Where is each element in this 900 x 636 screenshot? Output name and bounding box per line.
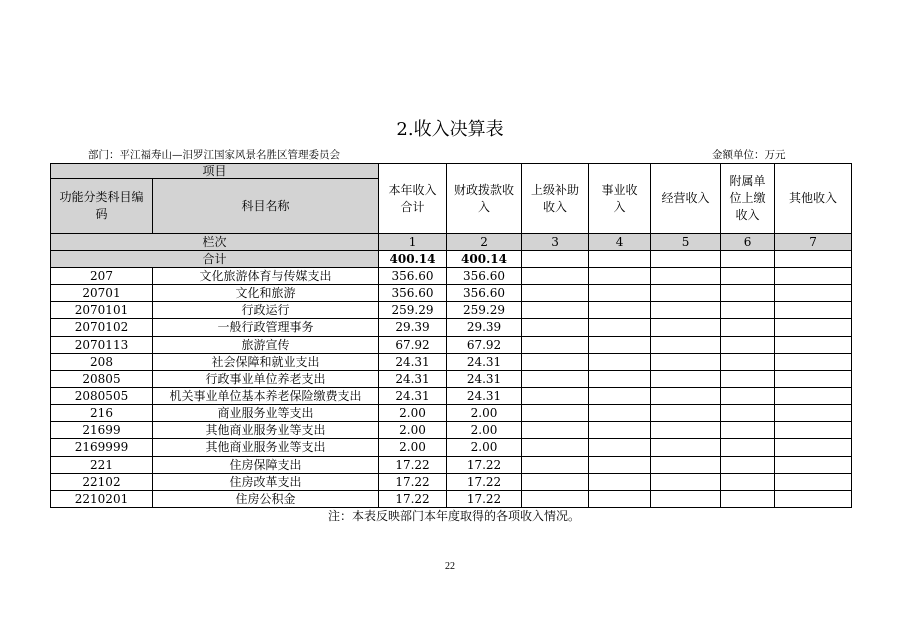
empty-cell bbox=[721, 422, 775, 439]
empty-cell bbox=[775, 456, 852, 473]
document-title: 2.收入决算表 bbox=[396, 119, 504, 140]
empty-cell bbox=[775, 285, 852, 302]
empty-cell bbox=[651, 251, 721, 268]
empty-cell bbox=[522, 439, 589, 456]
row-fiscal-appropriation: 24.31 bbox=[447, 353, 522, 370]
empty-cell bbox=[522, 405, 589, 422]
empty-cell bbox=[775, 387, 852, 404]
header-superior-subsidy bbox=[522, 164, 589, 234]
empty-cell bbox=[775, 319, 852, 336]
empty-cell bbox=[775, 353, 852, 370]
column-index-cell: 5 bbox=[651, 234, 721, 251]
row-name: 行政运行 bbox=[153, 302, 379, 319]
table-row bbox=[51, 490, 852, 507]
empty-cell bbox=[589, 268, 651, 285]
row-name: 文化旅游体育与传媒支出 bbox=[153, 268, 379, 285]
header-fiscal-appropriation bbox=[447, 164, 522, 234]
empty-cell bbox=[651, 302, 721, 319]
row-total-income: 259.29 bbox=[379, 302, 447, 319]
header-business-income-label: 事业收入 bbox=[601, 182, 638, 214]
row-name: 一般行政管理事务 bbox=[153, 319, 379, 336]
header-business-income bbox=[589, 164, 651, 234]
table-row bbox=[51, 353, 852, 370]
empty-cell bbox=[721, 336, 775, 353]
empty-cell bbox=[522, 473, 589, 490]
table-row bbox=[51, 336, 852, 353]
empty-cell bbox=[721, 319, 775, 336]
table-note: 注：本表反映部门本年度取得的各项收入情况。 bbox=[328, 509, 581, 523]
empty-cell bbox=[522, 370, 589, 387]
empty-cell bbox=[775, 302, 852, 319]
table-row bbox=[51, 405, 852, 422]
column-index-cell: 7 bbox=[775, 234, 852, 251]
row-total-income: 2.00 bbox=[379, 422, 447, 439]
empty-cell bbox=[721, 370, 775, 387]
header-fiscal-appropriation-label: 财政拨款收入 bbox=[454, 182, 515, 214]
row-fiscal-appropriation: 24.31 bbox=[447, 387, 522, 404]
row-name: 住房改革支出 bbox=[153, 473, 379, 490]
empty-cell bbox=[589, 473, 651, 490]
row-total-income: 17.22 bbox=[379, 490, 447, 507]
row-name: 其他商业服务业等支出 bbox=[153, 422, 379, 439]
header-row bbox=[51, 164, 852, 179]
row-fiscal-appropriation: 17.22 bbox=[447, 473, 522, 490]
header-affiliated-unit-income bbox=[721, 164, 775, 234]
row-total-income: 24.31 bbox=[379, 387, 447, 404]
empty-cell bbox=[589, 370, 651, 387]
empty-cell bbox=[775, 251, 852, 268]
empty-cell bbox=[721, 268, 775, 285]
table-row bbox=[51, 456, 852, 473]
empty-cell bbox=[522, 302, 589, 319]
row-code: 2070113 bbox=[51, 336, 153, 353]
empty-cell bbox=[589, 285, 651, 302]
row-code: 20701 bbox=[51, 285, 153, 302]
row-code: 2210201 bbox=[51, 490, 153, 507]
empty-cell bbox=[721, 490, 775, 507]
header-total-income bbox=[379, 164, 447, 234]
empty-cell bbox=[775, 422, 852, 439]
header-affiliated-unit-income-label: 附属单位上缴收入 bbox=[729, 174, 766, 222]
page-number: 22 bbox=[445, 561, 455, 572]
empty-cell bbox=[522, 268, 589, 285]
empty-cell bbox=[589, 422, 651, 439]
empty-cell bbox=[775, 473, 852, 490]
table-row bbox=[51, 302, 852, 319]
empty-cell bbox=[775, 439, 852, 456]
empty-cell bbox=[522, 319, 589, 336]
empty-cell bbox=[651, 473, 721, 490]
amount-unit-label: 金额单位：万元 bbox=[712, 149, 786, 161]
empty-cell bbox=[589, 251, 651, 268]
table-row bbox=[51, 370, 852, 387]
empty-cell bbox=[522, 285, 589, 302]
total-label: 合计 bbox=[51, 251, 379, 268]
empty-cell bbox=[721, 251, 775, 268]
row-name: 旅游宣传 bbox=[153, 336, 379, 353]
row-code: 21699 bbox=[51, 422, 153, 439]
row-name: 文化和旅游 bbox=[153, 285, 379, 302]
row-code: 22102 bbox=[51, 473, 153, 490]
empty-cell bbox=[651, 268, 721, 285]
row-name: 其他商业服务业等支出 bbox=[153, 439, 379, 456]
empty-cell bbox=[522, 456, 589, 473]
total-income-value: 400.14 bbox=[379, 251, 447, 268]
empty-cell bbox=[589, 387, 651, 404]
column-index-cell: 3 bbox=[522, 234, 589, 251]
empty-cell bbox=[775, 405, 852, 422]
row-total-income: 356.60 bbox=[379, 268, 447, 285]
empty-cell bbox=[651, 456, 721, 473]
empty-cell bbox=[651, 370, 721, 387]
empty-cell bbox=[651, 285, 721, 302]
row-code: 2070102 bbox=[51, 319, 153, 336]
row-total-income: 17.22 bbox=[379, 473, 447, 490]
empty-cell bbox=[651, 387, 721, 404]
empty-cell bbox=[775, 268, 852, 285]
empty-cell bbox=[721, 439, 775, 456]
row-total-income: 17.22 bbox=[379, 456, 447, 473]
row-total-income: 24.31 bbox=[379, 353, 447, 370]
total-row bbox=[51, 251, 852, 268]
empty-cell bbox=[522, 336, 589, 353]
row-total-income: 2.00 bbox=[379, 405, 447, 422]
empty-cell bbox=[721, 456, 775, 473]
row-total-income: 356.60 bbox=[379, 285, 447, 302]
empty-cell bbox=[522, 490, 589, 507]
row-name: 住房公积金 bbox=[153, 490, 379, 507]
empty-cell bbox=[651, 422, 721, 439]
empty-cell bbox=[651, 336, 721, 353]
row-name: 住房保障支出 bbox=[153, 456, 379, 473]
header-operating-income-label: 经营收入 bbox=[661, 191, 710, 205]
row-fiscal-appropriation: 356.60 bbox=[447, 268, 522, 285]
empty-cell bbox=[651, 353, 721, 370]
empty-cell bbox=[589, 490, 651, 507]
header-code-label: 功能分类科目编码 bbox=[59, 190, 144, 221]
table-row bbox=[51, 422, 852, 439]
row-code: 221 bbox=[51, 456, 153, 473]
row-fiscal-appropriation: 29.39 bbox=[447, 319, 522, 336]
column-index-cell: 2 bbox=[447, 234, 522, 251]
table-row bbox=[51, 319, 852, 336]
empty-cell bbox=[522, 387, 589, 404]
row-name: 社会保障和就业支出 bbox=[153, 353, 379, 370]
row-fiscal-appropriation: 17.22 bbox=[447, 456, 522, 473]
row-name: 商业服务业等支出 bbox=[153, 405, 379, 422]
row-code: 2080505 bbox=[51, 387, 153, 404]
row-code: 207 bbox=[51, 268, 153, 285]
column-index-cell: 1 bbox=[379, 234, 447, 251]
row-fiscal-appropriation: 356.60 bbox=[447, 285, 522, 302]
row-name: 行政事业单位养老支出 bbox=[153, 370, 379, 387]
table-row bbox=[51, 387, 852, 404]
empty-cell bbox=[522, 422, 589, 439]
empty-cell bbox=[775, 370, 852, 387]
empty-cell bbox=[589, 302, 651, 319]
empty-cell bbox=[589, 405, 651, 422]
header-superior-subsidy-label: 上级补助收入 bbox=[531, 182, 580, 214]
column-index-cell: 6 bbox=[721, 234, 775, 251]
empty-cell bbox=[651, 319, 721, 336]
department-label: 部门：平江福寿山—汨罗江国家风景名胜区管理委员会 bbox=[88, 149, 340, 161]
column-index-cell: 4 bbox=[589, 234, 651, 251]
row-total-income: 24.31 bbox=[379, 370, 447, 387]
row-code: 2070101 bbox=[51, 302, 153, 319]
header-code-cell bbox=[51, 179, 153, 234]
empty-cell bbox=[589, 456, 651, 473]
row-total-income: 2.00 bbox=[379, 439, 447, 456]
table-row bbox=[51, 473, 852, 490]
header-project-cell: 项目 bbox=[51, 164, 379, 179]
row-total-income: 67.92 bbox=[379, 336, 447, 353]
header-other-income-label: 其他收入 bbox=[789, 191, 838, 205]
empty-cell bbox=[775, 490, 852, 507]
empty-cell bbox=[721, 473, 775, 490]
empty-cell bbox=[651, 439, 721, 456]
empty-cell bbox=[522, 251, 589, 268]
row-name: 机关事业单位基本养老保险缴费支出 bbox=[153, 387, 379, 404]
header-other-income bbox=[775, 164, 852, 234]
row-fiscal-appropriation: 2.00 bbox=[447, 422, 522, 439]
row-total-income: 29.39 bbox=[379, 319, 447, 336]
empty-cell bbox=[651, 490, 721, 507]
column-index-label: 栏次 bbox=[51, 234, 379, 251]
empty-cell bbox=[721, 302, 775, 319]
header-name-cell bbox=[153, 179, 379, 234]
empty-cell bbox=[522, 353, 589, 370]
empty-cell bbox=[721, 353, 775, 370]
empty-cell bbox=[775, 336, 852, 353]
row-fiscal-appropriation: 17.22 bbox=[447, 490, 522, 507]
income-table bbox=[50, 163, 852, 508]
empty-cell bbox=[721, 285, 775, 302]
empty-cell bbox=[651, 405, 721, 422]
row-fiscal-appropriation: 2.00 bbox=[447, 439, 522, 456]
row-code: 208 bbox=[51, 353, 153, 370]
table-row bbox=[51, 439, 852, 456]
empty-cell bbox=[589, 336, 651, 353]
empty-cell bbox=[721, 387, 775, 404]
row-fiscal-appropriation: 2.00 bbox=[447, 405, 522, 422]
table-row bbox=[51, 285, 852, 302]
row-code: 2169999 bbox=[51, 439, 153, 456]
header-total-income-label: 本年收入合计 bbox=[388, 182, 437, 214]
empty-cell bbox=[721, 405, 775, 422]
header-operating-income bbox=[651, 164, 721, 234]
row-fiscal-appropriation: 24.31 bbox=[447, 370, 522, 387]
total-fiscal-appropriation-value: 400.14 bbox=[447, 251, 522, 268]
column-index-row bbox=[51, 234, 852, 251]
header-name-label: 科目名称 bbox=[241, 198, 290, 213]
empty-cell bbox=[589, 353, 651, 370]
empty-cell bbox=[589, 319, 651, 336]
empty-cell bbox=[589, 439, 651, 456]
row-code: 20805 bbox=[51, 370, 153, 387]
row-fiscal-appropriation: 67.92 bbox=[447, 336, 522, 353]
table-row bbox=[51, 268, 852, 285]
row-fiscal-appropriation: 259.29 bbox=[447, 302, 522, 319]
row-code: 216 bbox=[51, 405, 153, 422]
